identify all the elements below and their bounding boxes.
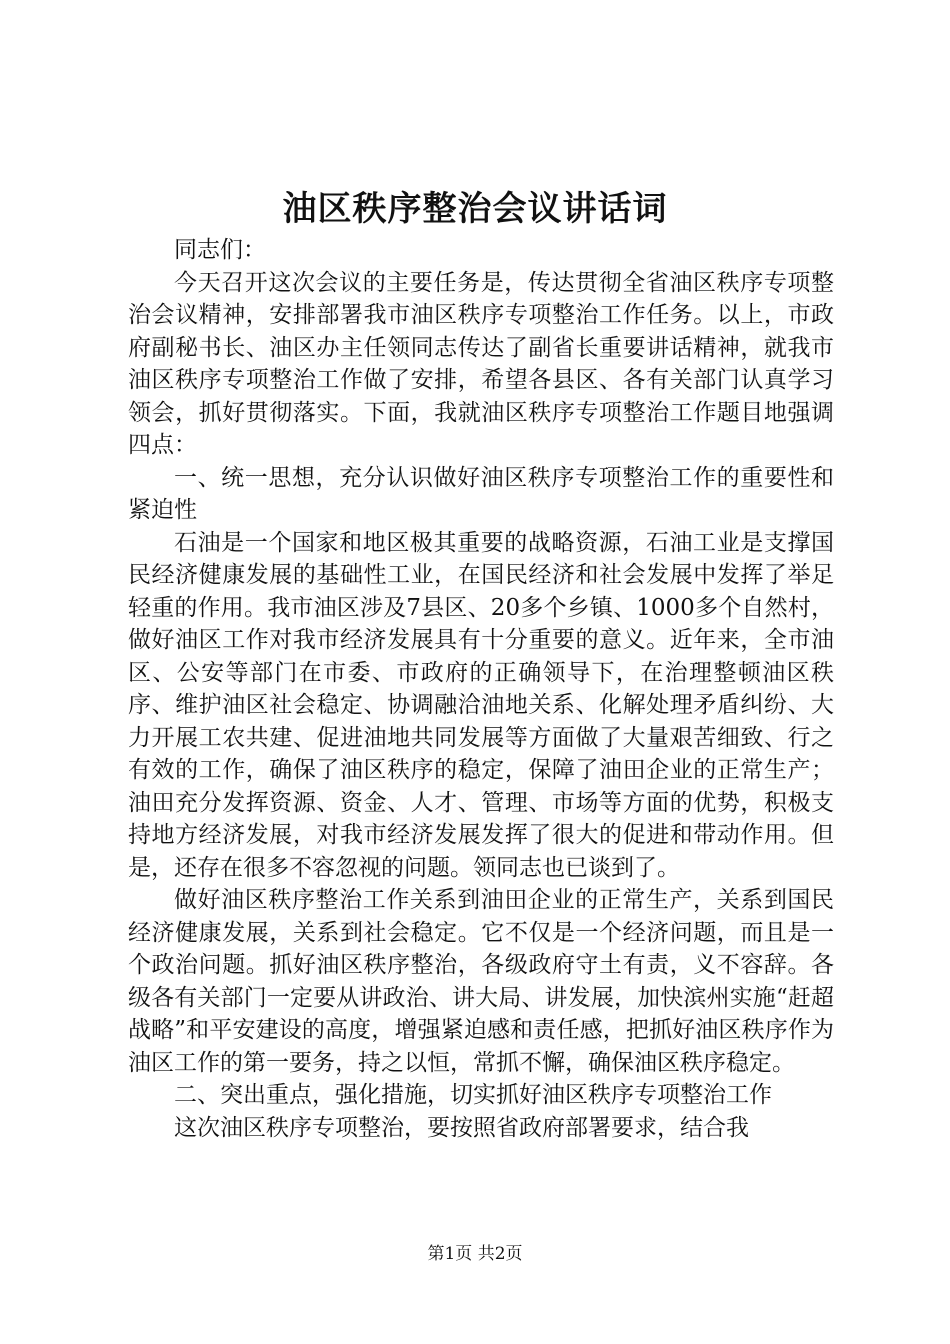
document-title: 油区秩序整治会议讲话词	[282, 189, 668, 229]
paragraph-order-rectification: 做好油区秩序整治工作关系到油田企业的正常生产，关系到国民经济健康发展，关系到社会稳定。它不仅是一个经济问题，而且是一个政治问题。抓好油区秩序整治，各级政府守土有责，义不容辞。各级各有关部门一定要从讲政治、讲大局、讲发展，加快滨州实施“赶超战略”和平安建设的高度，增强紧迫感和责任感，把抓好油区秩序作为油区工作的第一要务，持之以恒，常抓不懈，确保油区秩序稳定。	[128, 887, 834, 1076]
section-heading-1: 一、统一思想，充分认识做好油区秩序专项整治工作的重要性和紧迫性	[128, 464, 834, 523]
document-body	[128, 234, 834, 1144]
page-number-footer: 第1页 共2页	[427, 1244, 523, 1264]
paragraph-rectification-start: 这次油区秩序专项整治，要按照省政府部署要求，结合我	[174, 1114, 749, 1141]
salutation: 同志们：	[174, 237, 266, 263]
section-heading-2: 二、突出重点，强化措施，切实抓好油区秩序专项整治工作	[174, 1082, 772, 1108]
paragraph-oil-importance: 石油是一个国家和地区极其重要的战略资源，石油工业是支撑国民经济健康发展的基础性工业，在国民经济和社会发展中发挥了举足轻重的作用。我市油区涉及7县区、20多个乡镇、1000多个自然村，做好油区工作对我市经济发展具有十分重要的意义。近年来，全市油区、公安等部门在市委、市政府的正确领导下，在治理整顿油区秩序、维护油区社会稳定、协调融洽油地关系、化解处理矛盾纠纷、大力开展工农共建、促进油地共同发展等方面做了大量艰苦细致、行之有效的工作，确保了油区秩序的稳定，保障了油田企业的正常生产；油田充分发挥资源、资金、人才、管理、市场等方面的优势，积极支持地方经济发展，对我市经济发展发挥了很大的促进和带动作用。但是，还存在很多不容忽视的问题。领同志也已谈到了。	[128, 529, 834, 881]
paragraph-intro: 今天召开这次会议的主要任务是，传达贯彻全省油区秩序专项整治会议精神，安排部署我市油区秩序专项整治工作任务。以上，市政府副秘书长、油区办主任领同志传达了副省长重要讲话精神，就我市油区秩序专项整治工作做了安排，希望各县区、各有关部门认真学习领会，抓好贯彻落实。下面，我就油区秩序专项整治工作题目地强调四点：	[128, 269, 834, 458]
